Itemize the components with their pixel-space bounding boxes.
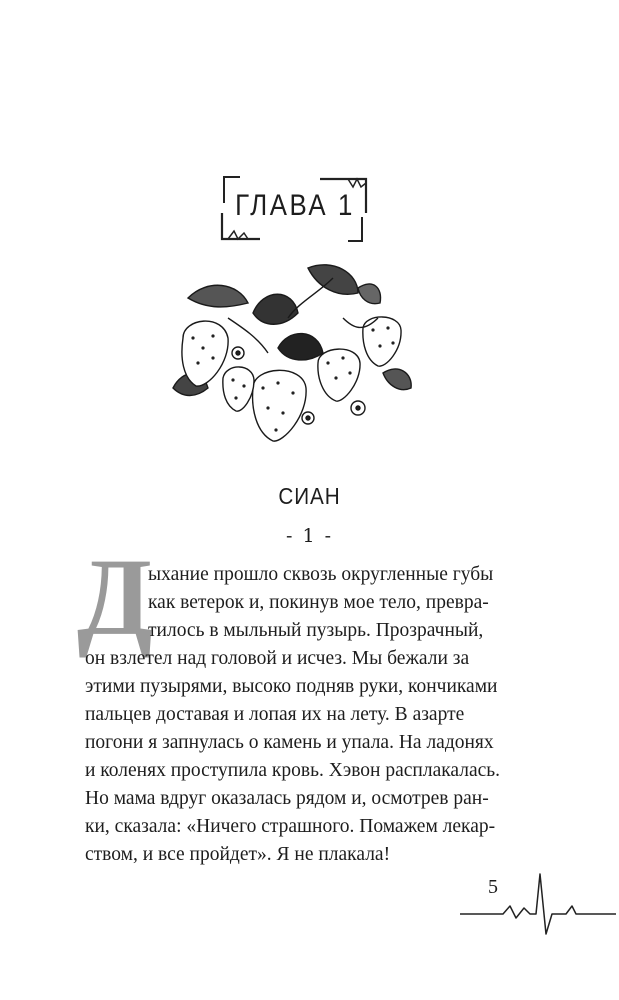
strawberries-icon bbox=[168, 258, 418, 448]
section-narrator: СИАН bbox=[278, 483, 341, 509]
body-line: погони я запнулась о камень и упала. На ладонях bbox=[85, 732, 494, 753]
body-line: Но мама вдруг оказалась рядом и, осмотрев ран- bbox=[85, 788, 489, 809]
heartbeat-icon bbox=[458, 868, 618, 938]
body-line: этими пузырями, высоко подняв руки, кончиками bbox=[85, 676, 498, 697]
chapter-title: ГЛАВА 1 bbox=[235, 189, 355, 222]
drop-cap: Д bbox=[77, 536, 153, 658]
body-line: пальцев доставая и лопая их на лету. В азарте bbox=[85, 704, 465, 725]
body-line: ыхание прошло сквозь округленные губы bbox=[148, 564, 494, 585]
page-number: 5 bbox=[488, 876, 498, 898]
body-line: и коленях проступила кровь. Хэвон расплакалась. bbox=[85, 760, 501, 781]
body-line: ством, и все пройдет». Я не плакала! bbox=[85, 844, 391, 865]
body-line: как ветерок и, покинув мое тело, превра- bbox=[148, 592, 489, 613]
body-line: тилось в мыльный пузырь. Прозрачный, bbox=[148, 620, 484, 641]
chapter-heading bbox=[220, 173, 370, 245]
section-number: - 1 - bbox=[285, 525, 333, 547]
body-line: он взлетел над головой и исчез. Мы бежали за bbox=[85, 648, 470, 669]
body-line: ки, сказала: «Ничего страшного. Помажем лекар- bbox=[85, 816, 496, 837]
